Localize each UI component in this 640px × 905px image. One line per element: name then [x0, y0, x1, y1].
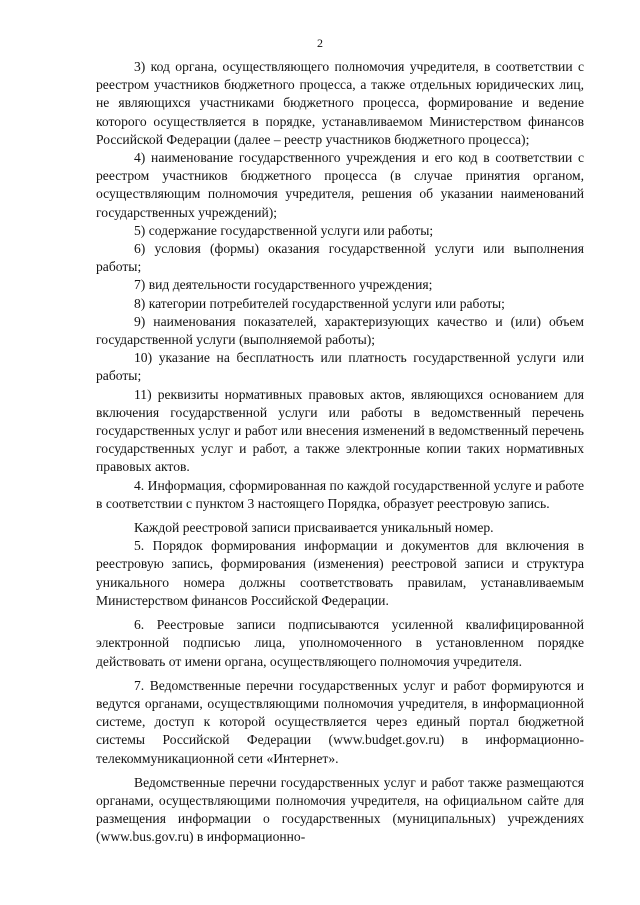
page-number: 2 [317, 36, 323, 50]
paragraph-point-4: 4. Информация, сформированная по каждой государственной услуге и работе в соответствии с пунктом 3 настоящего Порядка, образует реестровую запись. [96, 477, 584, 511]
paragraph-lists-publication: Ведомственные перечни государственных услуг и работ также размещаются органами, осуществляющими полномочия учредителя, на официальном сайте для размещения информации о государственных (муниципальных) учреждениях (www.bus.gov.ru) в информационно- [96, 774, 584, 845]
paragraph-item-6: 6) условия (формы) оказания государственной услуги или выполнения работы; [96, 241, 584, 275]
paragraph-item-11: 11) реквизиты нормативных правовых актов, являющихся основанием для включения государственной услуги или работы в ведомственный перечень государственных услуг и работ или внесения изменений в ведомственный перечень государственных услуг и работ, а также электронные копии таких нормативных правовых актов. [96, 386, 584, 475]
document-body [96, 58, 584, 847]
paragraph-item-10: 10) указание на бесплатность или платность государственной услуги или работы; [96, 350, 584, 384]
paragraph-item-5: 5) содержание государственной услуги или работы; [134, 222, 434, 238]
paragraph-item-3: 3) код органа, осуществляющего полномочия учредителя, в соответствии с реестром участников бюджетного процесса, а также отдельных юридических лиц, не являющихся участниками бюджетного процесса, формирование и ведение которого осуществляется в порядке, устанавливаемом Министерством финансов Российской Федерации (далее – реестр участников бюджетного процесса); [96, 59, 584, 147]
paragraph-point-6: 6. Реестровые записи подписываются усиленной квалифицированной электронной подписью лица, уполномоченного в установленном порядке действовать от имени органа, осуществляющего полномочия учредителя. [96, 617, 584, 669]
paragraph-unique-number: Каждой реестровой записи присваивается уникальный номер. [134, 520, 494, 536]
paragraph-item-7: 7) вид деятельности государственного учреждения; [134, 277, 433, 293]
paragraph-point-5: 5. Порядок формирования информации и документов для включения в реестровую запись, формирования (изменения) реестровой записи и структура уникального номера должны соответствовать правилам, устанавливаемым Министерством финансов Российской Федерации. [96, 538, 584, 608]
paragraph-item-4: 4) наименование государственного учреждения и его код в соответствии с реестром участников бюджетного процесса (в случае принятия органом, осуществляющим полномочия учредителя, решения об указании наименований государственных учреждений); [96, 150, 584, 220]
paragraph-item-8: 8) категории потребителей государственной услуги или работы; [134, 295, 505, 311]
paragraph-point-7: 7. Ведомственные перечни государственных услуг и работ формируются и ведутся органами, осуществляющими полномочия учредителя, в информационной системе, доступ к которой осуществляется через единый портал бюджетной системы Российской Федерации (www.budget.gov.ru) в информационно-телекоммуникационной сети «Интернет». [96, 677, 584, 766]
paragraph-item-9: 9) наименования показателей, характеризующих качество и (или) объем государственной услуги (выполняемой работы); [96, 313, 584, 348]
